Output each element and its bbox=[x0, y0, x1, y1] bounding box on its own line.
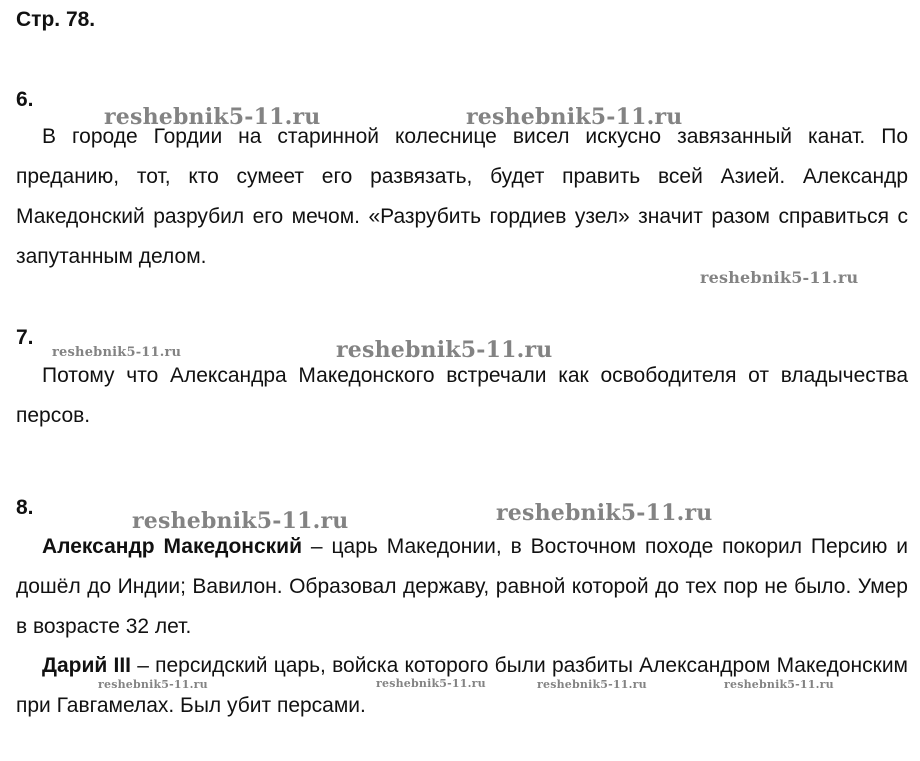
section-6-paragraph: В городе Гордии на старинной колеснице висел искусно завязанный канат. По преданию, тот, кто сумеет его развязать, будет править всей Азией. Александр Македонский разрубил его мечом. «Разрубить гордиев узел» значит разом справиться с запутанным делом. bbox=[16, 125, 908, 268]
section-7-paragraph: Потому что Александра Македонского встречали как освободителя от владычества персов. bbox=[16, 364, 908, 427]
watermark: reshebnik5-11.ru bbox=[52, 345, 182, 360]
entry-term: Дарий III bbox=[42, 654, 132, 677]
watermark: reshebnik5-11.ru bbox=[98, 678, 208, 691]
section-8-entry-alexander bbox=[16, 527, 908, 647]
entry-text: – царь Македонии, в Восточном походе покорил Персию и дошёл до Индии; Вавилон. Образовал державу, равной которой до тех пор не было. Умер в возрасте 32 лет. bbox=[16, 535, 908, 638]
entry-text: – персидский царь, войска которого были разбиты Александром Македонским при Гавгамелах. Был убит персами. bbox=[16, 654, 908, 717]
watermark: reshebnik5-11.ru bbox=[336, 337, 553, 363]
watermark: reshebnik5-11.ru bbox=[537, 678, 647, 691]
watermark: reshebnik5-11.ru bbox=[466, 104, 683, 130]
section-number-7: 7. bbox=[16, 326, 34, 349]
section-number-6: 6. bbox=[16, 88, 34, 111]
page-title: Стр. 78. bbox=[16, 8, 96, 31]
watermark: reshebnik5-11.ru bbox=[132, 508, 349, 534]
section-number-8: 8. bbox=[16, 496, 34, 519]
watermark: reshebnik5-11.ru bbox=[104, 104, 321, 130]
watermark: reshebnik5-11.ru bbox=[376, 677, 486, 690]
watermark: reshebnik5-11.ru bbox=[700, 268, 859, 287]
entry-term: Александр Македонский bbox=[42, 535, 302, 558]
watermark: reshebnik5-11.ru bbox=[724, 678, 834, 691]
watermark: reshebnik5-11.ru bbox=[496, 500, 713, 526]
